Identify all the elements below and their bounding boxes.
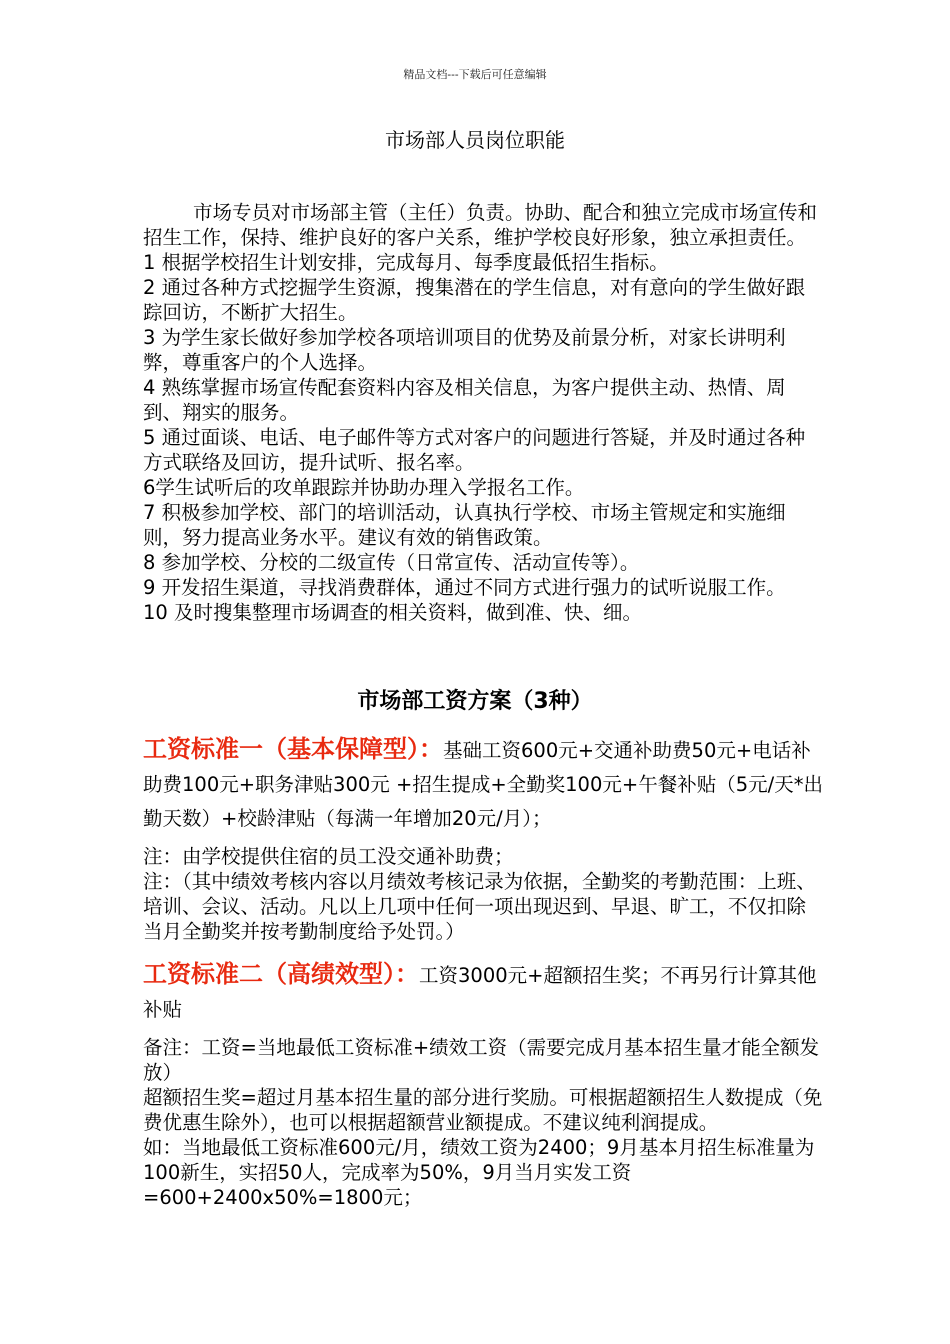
plan-1-lead <box>143 732 823 836</box>
salary-plan-1 <box>143 732 823 944</box>
duty-item: 9 开发招生渠道，寻找消费群体，通过不同方式进行强力的试听说服工作。 <box>143 576 786 599</box>
plan-2-lead-text: 工资3000元+超额招生奖；不再另行计算其他补贴 <box>143 964 817 1021</box>
header-note: 精品文档---下载后可任意编辑 <box>403 68 547 81</box>
plan-1-note: 注：由学校提供住宿的员工没交通补助费； <box>143 845 514 868</box>
duty-item: 8 参加学校、分校的二级宣传（日常宣传、活动宣传等）。 <box>143 551 640 574</box>
salary-plan-2 <box>143 957 823 1210</box>
page-title: 市场部人员岗位职能 <box>385 128 565 152</box>
duty-item: 3 为学生家长做好参加学校各项培训项目的优势及前景分析，对家长讲明利弊，尊重客户的个人选择。 <box>143 326 786 374</box>
plan-2-note: 如：当地最低工资标准600元/月，绩效工资为2400；9月基本月招生标准量为100新生，实招50人，完成率为50%，9月当月实发工资=600+2400x50%=1800元； <box>143 1136 815 1209</box>
salary-section-title: 市场部工资方案（3种） <box>357 689 593 714</box>
intro-paragraph: 市场专员对市场部主管（主任）负责。协助、配合和独立完成市场宣传和招生工作，保持、维护良好的客户关系，维护学校良好形象，独立承担责任。 <box>143 201 818 249</box>
duties-section <box>143 200 823 625</box>
plan-2-lead <box>143 957 823 1027</box>
plan-2-note: 备注：工资=当地最低工资标准+绩效工资（需要完成月基本招生量才能全额发放） <box>143 1036 820 1084</box>
duty-item: 5 通过面谈、电话、电子邮件等方式对客户的问题进行答疑，并及时通过各种方式联络及回访，提升试听、报名率。 <box>143 426 806 474</box>
duty-item: 4 熟练掌握市场宣传配套资料内容及相关信息，为客户提供主动、热情、周到、翔实的服务。 <box>143 376 786 424</box>
duty-item: 1 根据学校招生计划安排，完成每月、每季度最低招生指标。 <box>143 251 669 274</box>
plan-1-label: 工资标准一（基本保障型）： <box>143 735 443 763</box>
plan-1-lead-text: 基础工资600元+交通补助费50元+电话补助费100元+职务津贴300元 +招生提成+全勤奖100元+午餐补贴（5元/天*出勤天数）+校龄津贴（每满一年增加20元/月）； <box>143 739 823 830</box>
plan-1-note: 注：（其中绩效考核内容以月绩效考核记录为依据，全勤奖的考勤范围：上班、培训、会议、活动。凡以上几项中任何一项出现迟到、早退、旷工，不仅扣除当月全勤奖并按考勤制度给予处罚。） <box>143 870 816 943</box>
duty-item: 6学生试听后的攻单跟踪并协助办理入学报名工作。 <box>143 476 585 499</box>
duty-item: 10 及时搜集整理市场调查的相关资料，做到准、快、细。 <box>143 601 643 624</box>
duty-item: 2 通过各种方式挖掘学生资源，搜集潜在的学生信息，对有意向的学生做好跟踪回访，不断扩大招生。 <box>143 276 806 324</box>
plan-2-note: 超额招生奖=超过月基本招生量的部分进行奖励。可根据超额招生人数提成（免费优惠生除外），也可以根据超额营业额提成。不建议纯利润提成。 <box>143 1086 823 1134</box>
duty-item: 7 积极参加学校、部门的培训活动，认真执行学校、市场主管规定和实施细则，努力提高业务水平。建议有效的销售政策。 <box>143 501 786 549</box>
plan-2-label: 工资标准二（高绩效型）： <box>143 960 419 988</box>
